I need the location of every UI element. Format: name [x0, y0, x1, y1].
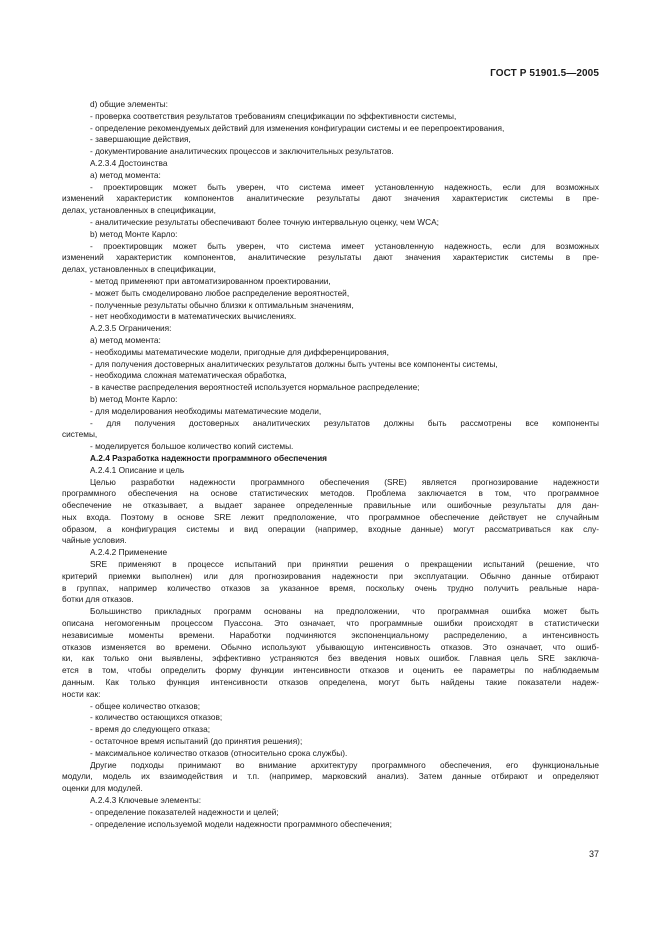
text-line: независимые моменты времени. Наработки подчиняются экспоненциальному распределению, а интенсивность: [62, 629, 599, 640]
text-line: - проектировщик может быть уверен, что система имеет установленную надежность, если для возможных: [90, 181, 599, 192]
text-line: - количество остающихся отказов;: [90, 712, 223, 723]
text-line: - определение используемой модели надежности программного обеспечения;: [90, 818, 392, 829]
text-line: образом, а конфигурация системы и вид операции (например, входные данные) могут рассматриваться как слу-: [62, 523, 599, 534]
text-line: - определение рекомендуемых действий для изменения конфигурации системы и ее перепроектирования,: [90, 122, 505, 133]
text-line: Большинство прикладных программ основаны на предположении, что программная ошибка может быть: [90, 606, 599, 617]
text-line: ется в том, чтобы определить форму функции интенсивности отказов и оценить ее параметры по наблюдаемым: [62, 665, 599, 676]
text-line: критерий приемки выполнен) или для прогнозирования надежности при эксплуатации. Обычно данные отбирают: [62, 570, 599, 581]
text-line: A.2.4 Разработка надежности программного обеспечения: [90, 452, 328, 463]
text-line: b) метод Монте Карло:: [90, 228, 178, 239]
text-line: a) метод момента:: [90, 334, 161, 345]
document-body: [62, 99, 599, 830]
text-line: делах, установленных в спецификации,: [62, 264, 216, 275]
text-line: - аналитические результаты обеспечивают более точную интервальную оценку, чем WCA;: [90, 216, 439, 227]
text-line: в группах, например количество отказов за указанное время, поскольку очень трудно получить реальные нара-: [62, 582, 599, 593]
text-line: делах, установленных в спецификации,: [62, 205, 216, 216]
text-line: - общее количество отказов;: [90, 700, 201, 711]
text-line: Целью разработки надежности программного обеспечения (SRE) является прогнозирование надежности: [90, 476, 599, 487]
text-line: - в качестве распределения вероятностей используется нормальное распределение;: [90, 382, 420, 393]
text-line: - время до следующего отказа;: [90, 724, 211, 735]
text-line: - остаточное время испытаний (до принятия решения);: [90, 736, 303, 747]
text-line: - полученные результаты обычно близки к оптимальным значениям,: [90, 299, 354, 310]
text-line: ботки для отказов.: [62, 594, 134, 605]
text-line: чайные условия.: [62, 535, 127, 546]
text-line: - для получения достоверных аналитических результатов должны быть учтены все компоненты системы,: [90, 358, 498, 369]
text-line: - максимальное количество отказов (относительно срока службы).: [90, 747, 348, 758]
text-line: - проектировщик может быть уверен, что система имеет установленную надежность, если для возможных: [90, 240, 599, 251]
text-line: SRE применяют в процессе испытаний при принятии решения о прекращении испытаний (решение, что: [90, 559, 599, 570]
text-line: - необходима сложная математическая обработка,: [90, 370, 287, 381]
text-line: - для моделирования необходимы математические модели,: [90, 405, 322, 416]
text-line: - может быть смоделировано любое распределение вероятностей,: [90, 287, 350, 298]
text-line: a) метод момента:: [90, 169, 161, 180]
document-standard-header: ГОСТ Р 51901.5—2005: [490, 68, 599, 79]
text-line: ности как:: [62, 688, 101, 699]
text-line: изменений характеристик компонентов аналитические результаты дают значения характеристик системы в пре-: [62, 193, 599, 204]
text-line: - моделируется большое количество копий системы.: [90, 441, 294, 452]
text-line: ных входа. Поэтому в основе SRE лежит предположение, что программное обеспечение действует не случайным: [62, 511, 599, 522]
text-line: - определение показателей надежности и целей;: [90, 806, 279, 817]
text-line: - метод применяют при автоматизированном проектировании,: [90, 275, 331, 286]
text-line: оценки для модулей.: [62, 783, 143, 794]
text-line: ки, как только они выявлены, эффективно устраняются без введения новых ошибок. Главная цель SRE заключа-: [62, 653, 599, 664]
text-line: модули, модель их взаимодействия и т.п. (например, марковский анализ). Затем данные отбирают и определяют: [62, 771, 599, 782]
text-line: обеспечение не отказывает, а выдает заранее определенные правильные или ошибочные результаты для дан-: [62, 500, 599, 511]
text-line: b) метод Монте Карло:: [90, 393, 178, 404]
text-line: Другие подходы принимают во внимание архитектуру программного обеспечения, его функциональные: [90, 759, 599, 770]
text-line: A.2.3.5 Ограничения:: [90, 323, 172, 334]
text-line: A.2.4.2 Применение: [90, 547, 168, 558]
text-line: - необходимы математические модели, пригодные для дифференцирования,: [90, 346, 389, 357]
text-line: A.2.3.4 Достоинства: [90, 157, 168, 168]
text-line: программного обеспечения на основе статистических методов. Проблема заключается в том, что программное: [62, 488, 599, 499]
text-line: данным. Как только функция интенсивности отказов определена, могут быть найдены такие показатели надеж-: [62, 677, 599, 688]
text-line: - для получения достоверных аналитических результатов должны быть рассмотрены все компоненты: [90, 417, 599, 428]
text-line: d) общие элементы:: [90, 99, 168, 109]
text-line: A.2.4.1 Описание и цель: [90, 464, 185, 475]
text-line: - нет необходимости в математических вычислениях.: [90, 311, 297, 322]
text-line: - завершающие действия,: [90, 134, 191, 145]
page-number: 37: [588, 849, 599, 859]
text-line: системы,: [62, 429, 98, 440]
text-line: изменений характеристик компонентов, аналитические результаты дают значения характеристик системы в пре-: [62, 252, 599, 263]
text-line: A.2.4.3 Ключевые элементы:: [90, 795, 202, 806]
text-line: отказов изменяется во времени. Обычно используют убывающую интенсивность отказов. Это означает, что ошиб-: [62, 641, 599, 652]
text-line: описана негомогенным процессом Пуассона. Это означает, что программные ошибки происходят в статистически: [62, 618, 599, 629]
text-line: - проверка соответствия результатов требованиям спецификации по эффективности системы,: [90, 110, 457, 121]
text-line: - документирование аналитических процессов и заключительных результатов.: [90, 146, 394, 157]
